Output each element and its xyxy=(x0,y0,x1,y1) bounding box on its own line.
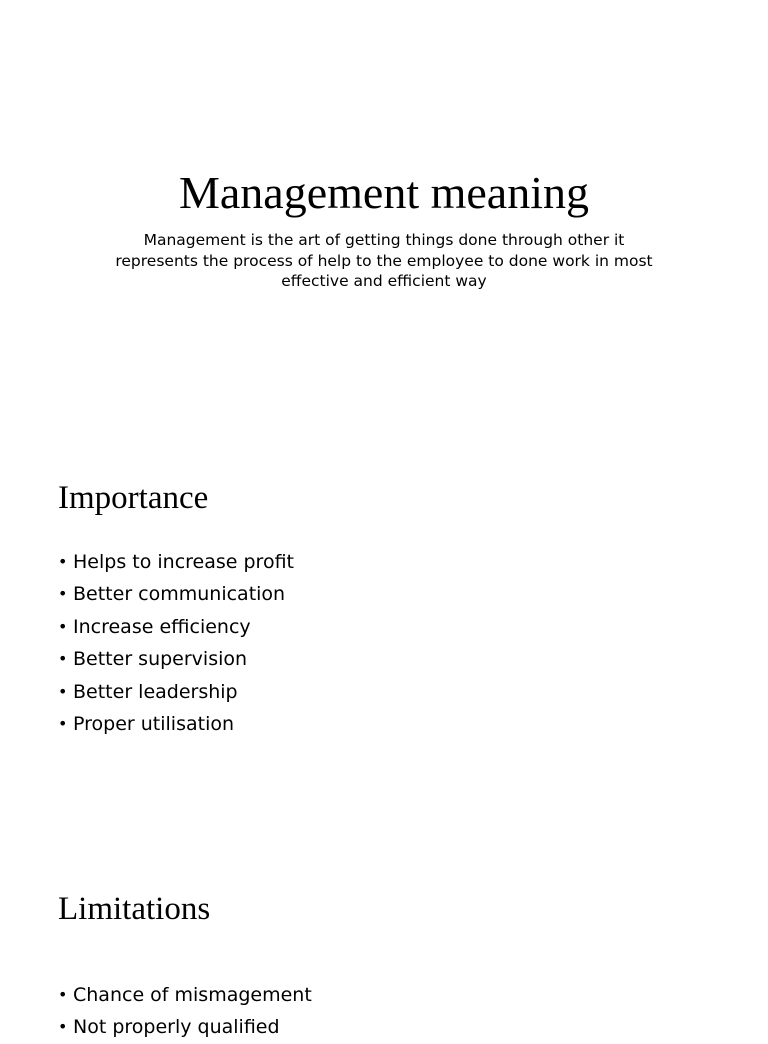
list-item xyxy=(58,578,294,610)
list-item-text: Better leadership xyxy=(73,680,238,703)
list-item xyxy=(58,1011,312,1043)
list-item-text: Helps to increase profit xyxy=(73,551,294,573)
list-item-text: Chance of mismagement xyxy=(73,984,312,1006)
list-item-text: Proper utilisation xyxy=(73,713,235,736)
bullet-icon: • xyxy=(58,985,68,1004)
bullet-icon: • xyxy=(58,1017,68,1037)
list-item xyxy=(58,979,312,1011)
list-item-text: Increase efficiency xyxy=(73,615,251,638)
bullet-icon: • xyxy=(58,681,68,701)
bullet-icon: • xyxy=(58,714,68,734)
bullet-list-importance xyxy=(58,546,294,740)
slide-importance xyxy=(0,412,768,824)
bullet-icon: • xyxy=(58,584,68,604)
list-item xyxy=(58,643,294,675)
list-item xyxy=(58,708,294,740)
section-heading-limitations: Limitations xyxy=(58,891,211,927)
bullet-list-limitations xyxy=(58,979,312,1044)
slide-limitations xyxy=(0,824,768,1039)
bullet-icon: • xyxy=(58,649,68,669)
list-item-text: Not properly qualified xyxy=(73,1016,280,1039)
list-item-text: Better supervision xyxy=(73,648,248,671)
slide-title: Management meaning xyxy=(178,167,590,218)
bullet-icon: • xyxy=(58,616,68,636)
list-item-text: Better communication xyxy=(73,583,286,606)
section-heading-importance: Importance xyxy=(58,480,209,516)
slide-management-meaning xyxy=(0,0,768,412)
bullet-icon: • xyxy=(58,552,68,571)
slide-subtitle: Management is the art of getting things done through other it represents the process of help to the employee to done work in most effective and efficient way xyxy=(115,231,653,290)
list-item xyxy=(58,611,294,643)
list-item xyxy=(58,676,294,708)
list-item xyxy=(58,546,294,578)
